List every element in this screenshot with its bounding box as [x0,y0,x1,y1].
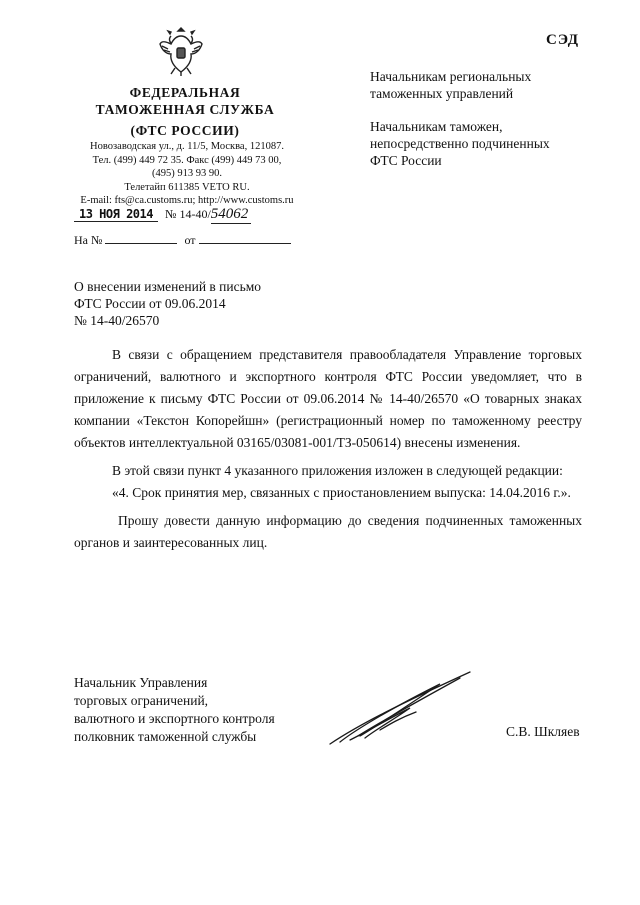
reference-number-blank [105,233,177,244]
body-paragraph-amended-clause: «4. Срок принятия мер, связанных с приостановлением выпуска: 14.04.2016 г.». [112,485,571,500]
position-line: торговых ограничений, [74,693,209,708]
position-line: полковник таможенной службы [74,729,257,744]
contact-details [72,140,302,208]
registration-line [74,206,314,224]
position-line: валютного и экспортного контроля [74,711,275,726]
body-paragraph-request: Прошу довести данную информацию до сведения подчиненных таможенных органов и заинтересованных лиц. [74,513,582,550]
registration-number-handwritten: 54062 [211,206,251,224]
addressee-regional-directorates [370,68,610,102]
reference-from-label: от [184,233,196,247]
addressee-customs-heads [370,118,610,169]
contact-phone-fax: Тел. (499) 449 72 35. Факс (499) 449 73 00, [92,154,282,166]
addressee-line: Начальникам региональных [370,69,532,84]
registration-number-prefix: 14-40/ [179,207,211,221]
handwritten-signature-icon [320,664,490,754]
reference-number-label: На № [74,233,103,247]
contact-phone-2: (495) 913 93 90. [152,168,222,179]
contact-teletype: Телетайп 611385 VETO RU. [124,181,250,193]
double-headed-eagle-emblem-icon [158,24,204,78]
organization-name [60,84,310,139]
addressee-line: Начальникам таможен, [370,119,503,134]
signatory-name: С.В. Шкляев [506,724,580,739]
org-line-1: ФЕДЕРАЛЬНАЯ [129,85,241,100]
body-paragraph-notification: В связи с обращением представителя правообладателя Управление торговых ограничений, валютного и экспортного контроля ФТС России уведомляет, что в приложение к письму ФТС России от 09.06.2014 № 14-40/26570 «О товарных знаках компании «Текстон Копорейшн» (регистрационный номер по таможенному реестру объектов интеллектуальной 03165/03081-001/ТЗ-050614) внесены изменения. [74,347,582,450]
registration-number-label: № [165,207,177,221]
signatory-position [74,674,314,746]
position-line: Начальник Управления [74,675,208,690]
subject-line: № 14-40/26570 [74,313,160,328]
subject-line: ФТС России от 09.06.2014 [74,296,226,311]
body-paragraph-amendment-intro: В этой связи пункт 4 указанного приложения изложен в следующей редакции: [112,463,563,478]
sed-mark: СЭД [546,32,580,48]
org-abbreviation: (ФТС РОССИИ) [130,123,240,138]
contact-email-web: E-mail: fts@ca.customs.ru; http://www.customs.ru [80,195,294,206]
reference-line [74,233,291,248]
letter-body [74,344,582,554]
reference-date-blank [199,233,291,244]
org-line-2: ТАМОЖЕННАЯ СЛУЖБА [95,102,275,117]
contact-address: Новозаводская ул., д. 11/5, Москва, 121087. [90,141,284,152]
addressee-line: ФТС России [370,153,442,168]
addressee-line: таможенных управлений [370,86,514,101]
letter-subject [74,278,324,329]
subject-line: О внесении изменений в письмо [74,279,262,294]
addressee-line: непосредственно подчиненных [370,136,550,151]
registration-date-stamp: 13 НОЯ 2014 [74,207,158,222]
